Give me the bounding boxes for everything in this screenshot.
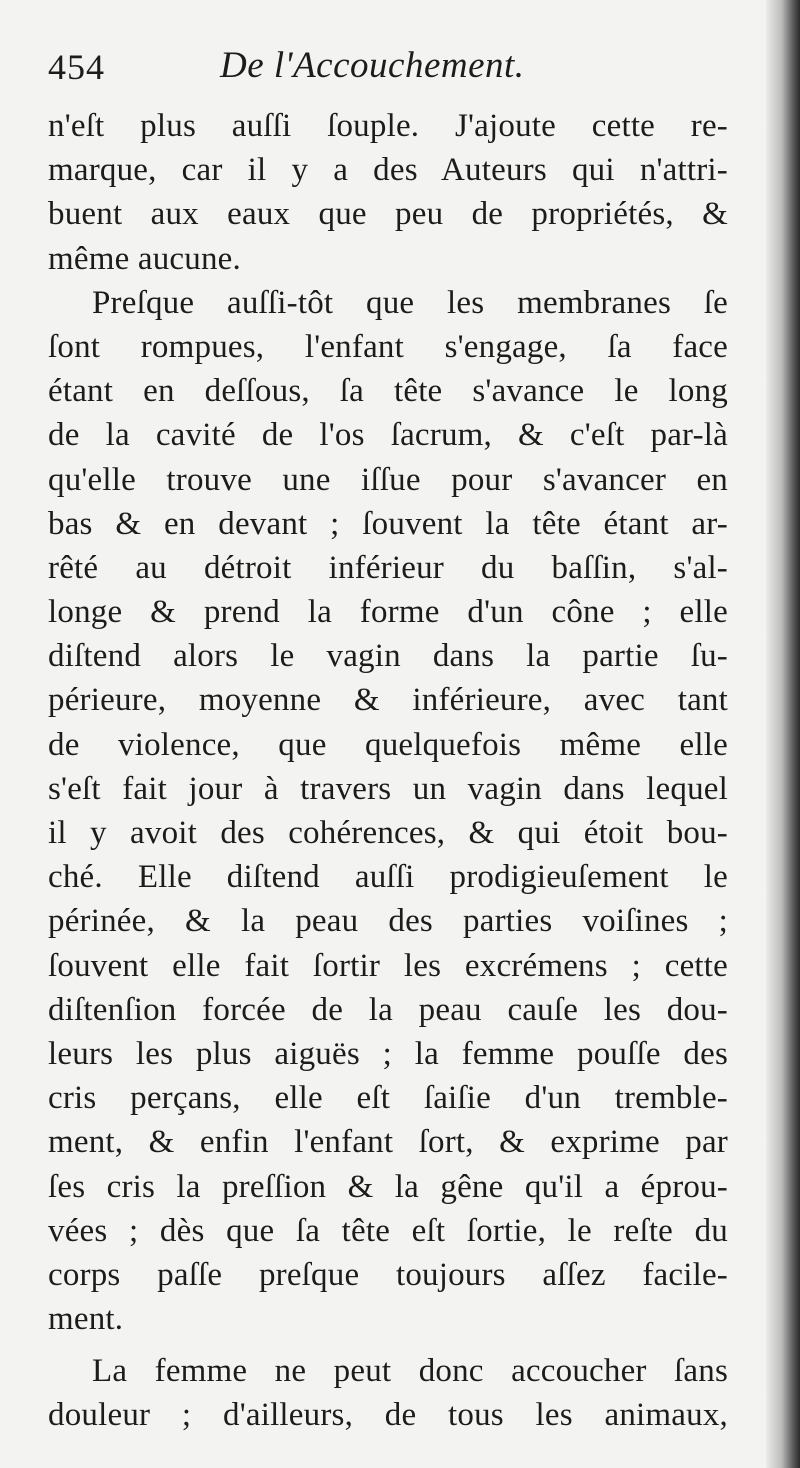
text-line: de la cavité de l'os ſacrum, & c'eſt par-là	[48, 417, 728, 454]
text-line: diſtenſion forcée de la peau cauſe les dou-	[48, 991, 728, 1028]
text-line: ſes cris la preſſion & la gêne qu'il a éprou-	[48, 1168, 728, 1205]
paragraph-2	[48, 281, 728, 1342]
text-line: Preſque auſſi-tôt que les membranes ſe	[92, 284, 728, 321]
text-line: de violence, que quelquefois même elle	[48, 726, 728, 763]
text-line: rêté au détroit inférieur du baſſin, s'al-	[48, 549, 728, 586]
text-line: ché. Elle diſtend auſſi prodigieuſement le	[48, 859, 728, 896]
paragraph-1	[48, 104, 728, 281]
page-number: 454	[48, 47, 105, 87]
text-line: périnée, & la peau des parties voiſines ;	[48, 903, 728, 940]
text-line: leurs les plus aiguës ; la femme pouſſe des	[48, 1035, 728, 1072]
running-title: De l'Accouchement.	[220, 45, 525, 86]
text-line: périeure, moyenne & inférieure, avec tant	[48, 682, 728, 719]
text-line: ment, & enfin l'enfant ſort, & exprime par	[48, 1124, 728, 1161]
text-line: même aucune.	[48, 240, 241, 277]
body-text	[48, 104, 728, 1438]
text-line: s'eſt fait jour à travers un vagin dans lequel	[48, 770, 728, 807]
text-line: ment.	[48, 1301, 124, 1338]
text-line: étant en deſſous, ſa tête s'avance le long	[48, 373, 728, 410]
text-line: ſont rompues, l'enfant s'engage, ſa face	[48, 328, 728, 365]
text-line: cris perçans, elle eſt ſaiſie d'un tremble-	[48, 1080, 728, 1117]
text-line: corps paſſe preſque toujours aſſez facile-	[48, 1256, 728, 1293]
text-line: buent aux eaux que peu de propriétés, &	[48, 196, 728, 233]
text-line: n'eſt plus auſſi ſouple. J'ajoute cette re-	[48, 108, 728, 144]
paragraph-3	[48, 1349, 728, 1437]
text-line: La femme ne peut donc accoucher ſans	[92, 1353, 728, 1390]
text-line: il y avoit des cohérences, & qui étoit bou-	[48, 815, 728, 851]
text-line: marque, car il y a des Auteurs qui n'attri-	[48, 152, 728, 189]
text-line: bas & en devant ; ſouvent la tête étant ar-	[48, 505, 728, 542]
text-line: longe & prend la forme d'un cône ; elle	[48, 594, 728, 631]
text-line: douleur ; d'ailleurs, de tous les animaux,	[48, 1397, 728, 1434]
text-line: qu'elle trouve une iſſue pour s'avancer en	[48, 461, 728, 498]
page-gutter-shadow	[766, 0, 800, 1468]
text-line: vées ; dès que ſa tête eſt ſortie, le reſte du	[48, 1212, 728, 1249]
running-head	[48, 40, 748, 96]
text-line: diſtend alors le vagin dans la partie ſu-	[48, 638, 728, 675]
text-line: ſouvent elle fait ſortir les excrémens ; cette	[48, 947, 728, 984]
